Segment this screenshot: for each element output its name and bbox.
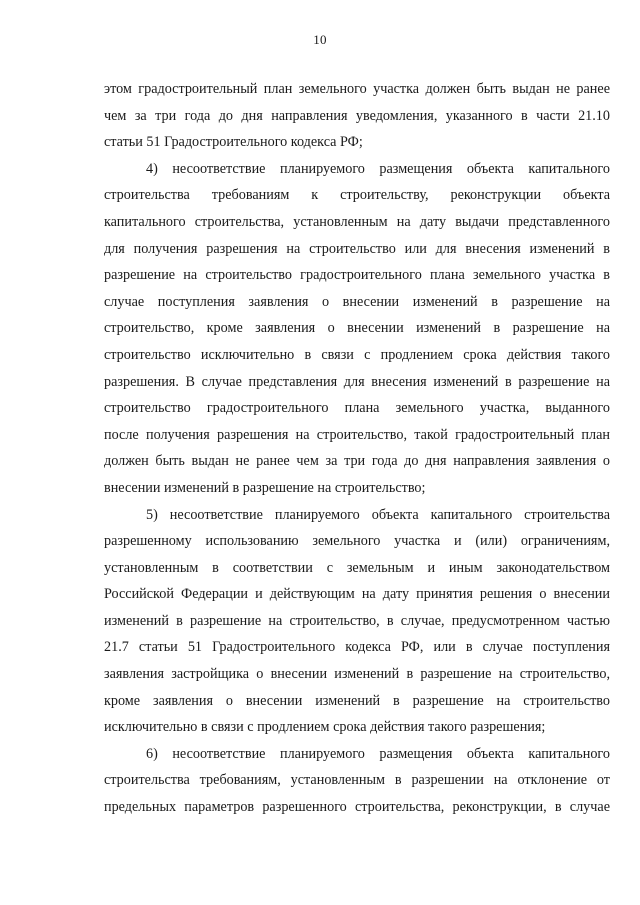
page-number: 10: [313, 32, 327, 47]
text-line: 5) несоответствие планируемого объекта капитального строительства: [146, 506, 610, 523]
text-line: чем за три года до дня направления уведомления, указанного в части 21.10: [104, 107, 610, 124]
text-line: для получения разрешения на строительство или для внесения изменений в: [104, 240, 610, 257]
text-line: 4) несоответствие планируемого размещения объекта капитального: [146, 160, 610, 177]
paragraph: [104, 76, 610, 156]
text-line: разрешения. В случае представления для внесения изменений в разрешение на: [104, 373, 610, 390]
text-line: капитального строительства, установленным на дату выдачи представленного: [104, 213, 610, 230]
text-line: этом градостроительный план земельного участка должен быть выдан не ранее: [104, 81, 610, 97]
text-line: строительство, кроме заявления о внесении изменений в разрешение на: [104, 320, 610, 337]
text-line: строительства требованиям к строительству, реконструкции объекта: [104, 187, 610, 204]
text-line: внесении изменений в разрешение на строительство;: [104, 479, 426, 496]
text-line: изменений в разрешение на строительство, в случае, предусмотренном частью: [104, 612, 610, 629]
text-line: разрешенному использованию земельного участка и (или) ограничениям,: [104, 533, 610, 550]
paragraph: [104, 502, 610, 741]
text-line: 21.7 статьи 51 Градостроительного кодекса РФ, или в случае поступления: [104, 639, 610, 656]
text-line: Российской Федерации и действующим на дату принятия решения о внесении: [104, 586, 610, 603]
text-line: исключительно в связи с продлением срока действия такого разрешения;: [104, 719, 546, 736]
text-line: установленным в соответствии с земельным и иным законодательством: [104, 559, 610, 576]
text-line: статьи 51 Градостроительного кодекса РФ;: [104, 134, 363, 151]
text-line: строительство градостроительного плана земельного участка, выданного: [104, 400, 610, 417]
text-line: строительства требованиям, установленным в разрешении на отклонение от: [104, 772, 610, 789]
text-line: должен быть выдан не ранее чем за три года до дня направления заявления о: [104, 453, 610, 470]
text-line: строительство исключительно в связи с продлением срока действия такого: [104, 346, 610, 363]
text-line: заявления застройщика о внесении изменений в разрешение на строительство,: [104, 666, 610, 683]
text-line: разрешение на строительство градостроительного плана земельного участка в: [104, 267, 610, 284]
paragraph: [104, 156, 610, 502]
document-body: [104, 76, 610, 821]
text-line: после получения разрешения на строительство, такой градостроительный план: [104, 426, 610, 443]
text-line: предельных параметров разрешенного строительства, реконструкции, в случае: [104, 799, 610, 816]
text-line: кроме заявления о внесении изменений в разрешение на строительство: [104, 692, 610, 709]
text-line: случае поступления заявления о внесении изменений в разрешение на: [104, 293, 610, 310]
text-line: 6) несоответствие планируемого размещения объекта капитального: [146, 745, 610, 762]
paragraph: [104, 741, 610, 821]
